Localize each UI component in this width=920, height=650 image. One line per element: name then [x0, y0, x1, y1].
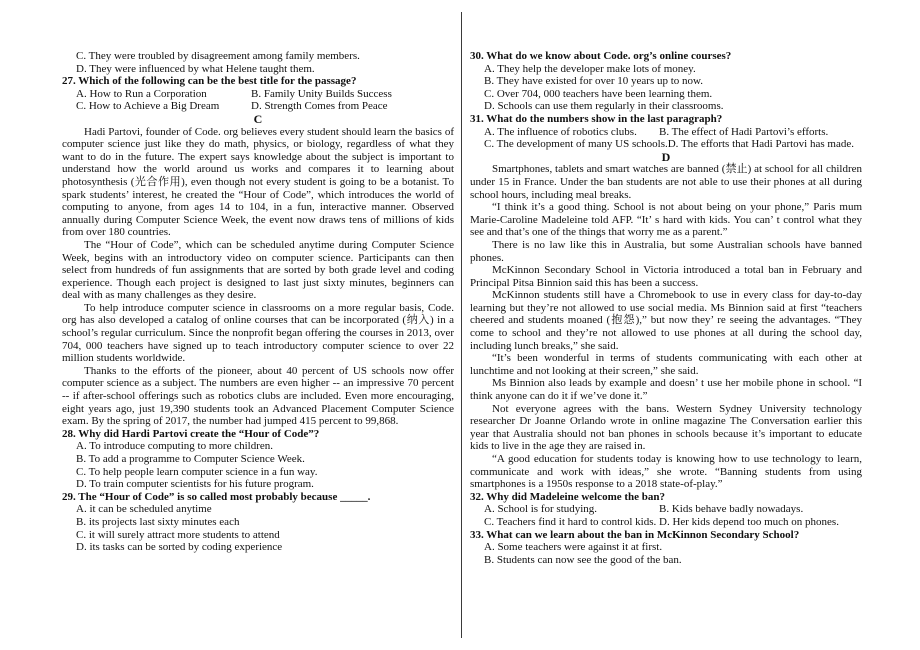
passage-paragraph: Hadi Partovi, founder of Code. org believes every student should learn the basics of computer science just like they do math, physics, or biology, regardless of what they want to do in the future. The expert says knowledge about the subject is important to understand how the world around us works and compares it to learning about photosynthesis (光合作用), even though not every student is going to be a botanist. To spark students’ interest, he created the “Hour of Code”, which introduces the world of computing to anyone, from ages 14 to 104, in a fun, interactive manner. Observed annually during Computer Science Week, the event now draws tens of millions of kids from over 180 countries. [62, 125, 454, 239]
passage-paragraph: “It’s been wonderful in terms of students communicating with each other at lunchtime and not looking at their screen,” she said. [470, 352, 862, 377]
option-pair-line [470, 516, 862, 529]
option-item: D. Strength Comes from Peace [251, 100, 388, 113]
passage-paragraph: “A good education for students today is knowing how to use technology to learn, communicate and work with ideas,” she wrote. “Banning students from using smartphones is a 1950s response to a 2018 state-of-play.” [470, 453, 862, 491]
passage-paragraph: The “Hour of Code”, which can be scheduled anytime during Computer Science Week, begins with an introductory video on computer science. Participants can then select from hundreds of fun assignments that are sorted by both grade level and coding experience. Though each project is designed to last just sixty minutes, beginners can deal with as many challenges as they desire. [62, 238, 454, 302]
option-pair-line [62, 88, 454, 101]
option-item: A. School is for studying. [484, 503, 598, 516]
question-line: 29. The “Hour of Code” is so called most probably because _____. [62, 490, 371, 503]
option-item: D. The efforts that Hadi Partovi has made. [667, 138, 854, 151]
option-line: B. Students can now see the good of the ban. [484, 553, 682, 566]
option-item: B. Kids behave badly nowadays. [659, 503, 804, 516]
option-line: B. To add a programme to Computer Science Week. [76, 453, 305, 465]
section-letter: D [661, 149, 671, 164]
option-line: C. They were troubled by disagreement among family members. [76, 50, 360, 62]
option-line: D. Schools can use them regularly in their classrooms. [484, 100, 724, 113]
option-item: A. How to Run a Corporation [76, 87, 207, 100]
option-item: A. The influence of robotics clubs. [484, 125, 637, 138]
option-line: B. They have existed for over 10 years up to now. [484, 75, 704, 88]
passage-paragraph: Thanks to the efforts of the pioneer, about 40 percent of US schools now offer computer science as a subject. The numbers are even higher -- an impressive 70 percent -- if after-school offerings such as robotics clubs are included. Even more encouraging, eight years ago, just 19,390 students took an Advanced Placement Computer Science exam. By the spring of 2017, the number had jumped 415 percent to 99,868. [62, 364, 454, 428]
option-item: D. Her kids depend too much on phones. [659, 515, 839, 528]
section-letter: C [253, 111, 263, 126]
option-line: C. Over 704, 000 teachers have been learning them. [484, 87, 713, 100]
option-item: B. The effect of Hadi Partovi’s efforts. [659, 125, 829, 138]
passage-paragraph: McKinnon students still have a Chromebook to use in every class for day-to-day learning but they’re not allowed to use social media. Ms Binnion said at first “teachers cheered and students moaned (抱怨),” but now they’ re seeing the advantages. “They come to school and they’re not allowed to use phones at all during the school day, including lunch breaks,” she said. [470, 289, 862, 352]
option-line: D. To train computer scientists for his future program. [76, 478, 314, 491]
question-line: 32. Why did Madeleine welcome the ban? [470, 490, 666, 503]
question-line: 33. What can we learn about the ban in McKinnon Secondary School? [470, 528, 800, 541]
passage-paragraph: McKinnon Secondary School in Victoria introduced a total ban in February and Principal Pitsa Binnion said this has been a success. [470, 264, 862, 289]
passage-paragraph: Not everyone agrees with the bans. Western Sydney University technology researcher Dr Joanne Orlando wrote in online magazine The Conversation earlier this year that Australia should not ban phones in schools because it’s important to educate kids to live in the age they are raised in. [470, 402, 862, 453]
option-line: A. it can be scheduled anytime [76, 503, 212, 516]
right-column [470, 50, 862, 566]
passage-paragraph: To help introduce computer science in classrooms on a more regular basis, Code. org has also developed a catalog of online courses that can be incorporated (纳入) in a school’s regular curriculum. Since the nonprofit began offering the courses in 2013, over 704, 000 teachers have signed up to teach introductory computer science to over 22 million students worldwide. [62, 301, 454, 365]
passage-paragraph: “I think it’s a good thing. School is not about being on your phone,” Paris mum Marie-Caroline Madeleine told AFP. “It’ s hard with kids. You can’ t control what they see and that’s one of the things that worry me as a parent.” [470, 201, 862, 239]
option-line: A. Some teachers were against it at first. [484, 541, 663, 554]
option-item: B. Family Unity Builds Success [251, 87, 392, 100]
question-line: 28. Why did Hardi Partovi create the “Hour of Code”? [62, 427, 320, 440]
option-pair-line [470, 503, 862, 516]
question-line: 31. What do the numbers show in the last paragraph? [470, 112, 723, 125]
option-pair-line [470, 126, 862, 139]
option-line: C. it will surely attract more students to attend [76, 528, 280, 541]
option-line: D. They were influenced by what Helene taught them. [76, 62, 315, 75]
two-column-text-area [62, 50, 862, 566]
question-line: 30. What do we know about Code. org’s online courses? [470, 50, 732, 62]
passage-paragraph: There is no law like this in Australia, but some Australian schools have banned phones. [470, 238, 862, 264]
option-line: C. To help people learn computer science in a fun way. [76, 465, 318, 478]
option-line: A. They help the developer make lots of money. [484, 62, 696, 75]
option-line: A. To introduce computing to more children. [76, 440, 273, 453]
option-line: B. its projects last sixty minutes each [76, 515, 240, 528]
option-line: D. its tasks can be sorted by coding experience [76, 541, 283, 554]
option-item: C. The development of many US schools. [484, 138, 668, 151]
passage-paragraph: Smartphones, tablets and smart watches are banned (禁止) at school for all children under 15 in France. Under the ban students are not able to use their phones at all during school hours, including meal breaks. [470, 163, 862, 201]
option-item: C. How to Achieve a Big Dream [76, 100, 220, 113]
question-line: 27. Which of the following can be the best title for the passage? [62, 75, 357, 88]
option-item: C. Teachers find it hard to control kids. [484, 515, 657, 528]
left-column [62, 50, 454, 566]
option-pair-line [470, 138, 862, 151]
passage-paragraph: Ms Binnion also leads by example and doesn’ t use her mobile phone in school. “I think anyone can do it if we’ve done it.” [470, 377, 862, 403]
